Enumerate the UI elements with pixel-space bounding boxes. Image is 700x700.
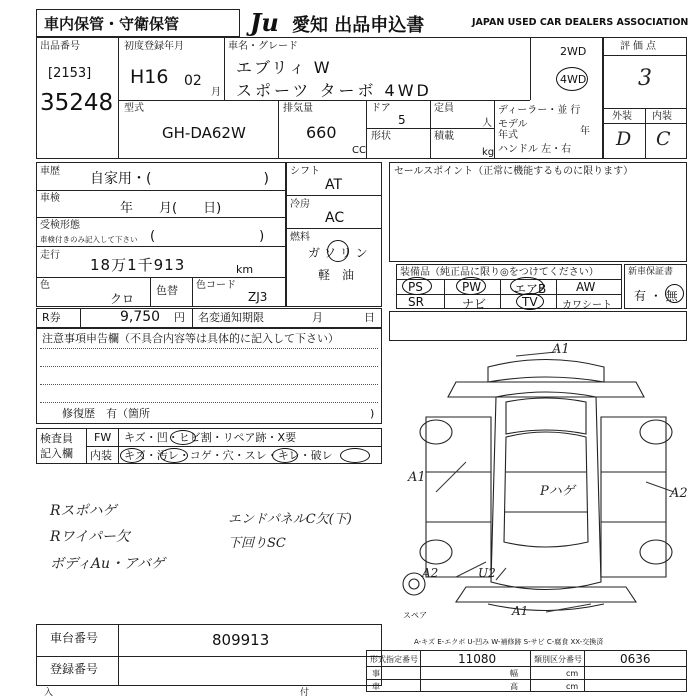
shift-label: シフト: [290, 166, 320, 177]
load-label: 積載: [434, 131, 454, 142]
lot-sub-number: [2153]: [48, 66, 92, 81]
approval-label-2: 類別区分番号: [534, 655, 582, 664]
color-code: ZJ3: [248, 290, 268, 304]
displacement-value: 660: [306, 123, 337, 142]
option-kawa-seat: カワシート: [562, 300, 612, 311]
inspector-label-1: 検査員: [40, 432, 73, 445]
drive-4wd-circle: [556, 67, 588, 91]
grade-label: 評価点: [620, 41, 659, 52]
warranty-value: 有 ・ 無: [634, 289, 678, 303]
sales-point-frame: [389, 162, 687, 262]
recycle-label: R券: [42, 311, 61, 324]
doors-value: 5: [398, 113, 406, 127]
model-label: 型式: [124, 103, 144, 114]
int-dirt-circle: [160, 448, 188, 463]
displacement-unit: CC: [352, 145, 366, 156]
footer-mid: 付: [300, 688, 310, 698]
note-left-1: Rスポハゲ: [50, 503, 117, 519]
int-scratch-circle: [120, 448, 144, 463]
mileage-unit: km: [236, 263, 254, 276]
shape-label: 形状: [371, 131, 391, 142]
option-ps-circle: [402, 277, 432, 295]
diagram-a1-top: A1: [552, 342, 570, 357]
checked-sub: 車検付きのみ記入して下さい: [40, 235, 138, 244]
option-tv: TV: [522, 295, 538, 309]
checked-value: ( ): [150, 229, 265, 244]
vehicle-name-line1: エブリィ W: [236, 58, 332, 77]
interior-grade: C: [656, 128, 671, 150]
approval-row3-c: cm: [566, 682, 579, 691]
capacity-label: 定員: [434, 103, 454, 114]
diagram-spare-label: スペア: [403, 611, 427, 620]
int-wear-circle: [272, 448, 298, 463]
vehicle-name-line2: スポーツ ターボ 4WD: [236, 81, 432, 100]
diagram-a2-right: A2: [670, 486, 688, 501]
option-airbag: エアB: [514, 282, 547, 296]
option-sr: SR: [408, 295, 424, 309]
shift-value: AT: [325, 177, 343, 193]
option-pw: PW: [462, 280, 482, 294]
inspector-fw-items: キズ・凹・ヒビ割・リペア跡・X要: [124, 431, 297, 444]
fuel-label: 燃料: [290, 232, 310, 243]
displacement-label: 排気量: [283, 103, 313, 114]
approval-value-1: 11080: [458, 652, 497, 666]
inspection-label: 車検: [40, 193, 60, 204]
warranty-label: 新車保証書: [628, 267, 674, 277]
note-left-3: ボディAu・アバゲ: [50, 556, 165, 572]
warranty-none-circle: [665, 284, 684, 303]
org-title: 愛知 出品申込書: [292, 15, 425, 36]
dealer-label: ディーラー・並 行: [498, 105, 581, 116]
model-code: GH-DA62W: [162, 124, 246, 142]
approval-row2-c: cm: [566, 669, 579, 678]
recycle-amount: 9,750: [120, 309, 161, 325]
mileage-label: 走行: [40, 250, 60, 261]
back-page-frame: [389, 311, 687, 341]
vehicle-name-label: 車名・グレード: [228, 41, 298, 52]
notes-declare-label: 注意事項申告欄（不具合内容等は具体的に記入して下さい）: [42, 332, 339, 345]
registration-label: 初度登録年月: [124, 41, 184, 52]
reg-label: 登録番号: [50, 662, 99, 676]
approval-row2-b: 幅: [510, 669, 518, 678]
exterior-grade: D: [616, 128, 632, 150]
org-english: JAPAN USED CAR DEALERS ASSOCIATION: [472, 17, 689, 28]
damage-legend: A-キズ E-エクボ U-凹み W-補修跡 S-サビ C-腐食 XX-交換済: [414, 638, 604, 646]
diagram-a1-left: A1: [408, 470, 426, 485]
registration-month: 02: [184, 73, 202, 89]
note-left-2: Rワイパー欠: [50, 529, 130, 545]
storage-title: 車内保管・守衛保管: [44, 15, 180, 33]
repair-close: ): [370, 407, 375, 420]
footer-left: 入: [44, 688, 54, 698]
recycle-unit: 円: [174, 311, 185, 324]
fw-dent-circle: [170, 430, 196, 445]
note-right-2: 下回りSC: [228, 536, 286, 551]
chassis-value: 809913: [212, 631, 270, 649]
color-code-label: 色コード: [196, 280, 236, 291]
approval-row2-a: 事: [372, 669, 380, 678]
fuel-line1: ガ ソ リ ン: [308, 246, 368, 260]
drive-4wd: 4WD: [560, 73, 587, 86]
exterior-label: 外装: [612, 111, 632, 122]
lot-label: 出品番号: [40, 41, 80, 52]
repair-label: 修復歴 有（箇所: [62, 407, 150, 420]
model-year-label: モデル 年式: [498, 119, 528, 141]
name-change-month: 月: [312, 311, 323, 324]
grade-score: 3: [638, 66, 652, 91]
diagram-u2: U2: [478, 566, 496, 580]
diagram-a2-bottom: A2: [422, 566, 439, 580]
option-tv-circle: [516, 293, 544, 310]
options-label: 装備品（純正品に限り◎をつけてください）: [400, 267, 599, 278]
interior-label: 内装: [652, 111, 672, 122]
inspector-int-items: キズ・汚レ・コゲ・穴・スレ・キレ・破レ: [124, 449, 333, 462]
inspector-label-2: 記入欄: [40, 447, 73, 460]
fuel-line2: 軽 油: [318, 268, 355, 282]
approval-label-1: 形式指定番号: [370, 655, 418, 664]
year-unit: 年: [580, 126, 590, 137]
option-navi: ナビ: [462, 297, 487, 311]
approval-row3-a: 車: [372, 682, 380, 691]
registration-era-year: H16: [130, 66, 169, 88]
name-change-day: 日: [364, 311, 375, 324]
option-aw: AW: [576, 280, 596, 294]
capacity-unit: 人: [482, 118, 492, 129]
color-value: クロ: [110, 292, 135, 306]
diagram-roof-note: Pハゲ: [540, 484, 575, 499]
approval-row3-b: 高: [510, 682, 518, 691]
load-unit: kg: [482, 147, 495, 158]
int-tear-circle: [340, 448, 370, 463]
history-value: 自家用・( ): [90, 171, 269, 187]
registration-month-unit: 月: [211, 87, 221, 98]
chassis-label: 車台番号: [50, 631, 99, 645]
logo-mark: Ju: [250, 8, 279, 37]
inspector-int-label: 内装: [90, 449, 112, 462]
cooler-label: 冷房: [290, 199, 310, 210]
checked-label: 受検形態: [40, 220, 80, 231]
option-pw-circle: [456, 277, 486, 295]
sales-point-label: セールスポイント（正常に機能するものに限ります）: [394, 166, 634, 177]
doors-label: ドア: [371, 103, 391, 114]
mileage-value: 18万1千913: [90, 256, 186, 274]
note-right-1: エンドパネルC欠(下): [228, 512, 352, 527]
lot-number: 35248: [40, 90, 114, 116]
inspector-fw-label: FW: [94, 431, 112, 444]
inspection-value: 年 月( 日): [120, 201, 222, 216]
color-label: 色: [40, 280, 50, 291]
option-ps: PS: [408, 280, 423, 294]
color-change-label: 色替: [156, 284, 178, 297]
fuel-gasoline-circle: [327, 240, 349, 262]
cooler-value: AC: [325, 210, 345, 226]
drive-2wd: 2WD: [560, 45, 587, 58]
history-label: 車歴: [40, 166, 60, 177]
handle-label: ハンドル 左・右: [498, 144, 572, 155]
name-change-label: 名変通知期限: [198, 311, 264, 324]
approval-value-2: 0636: [620, 652, 651, 666]
diagram-a1-bottom: A1: [512, 604, 529, 618]
